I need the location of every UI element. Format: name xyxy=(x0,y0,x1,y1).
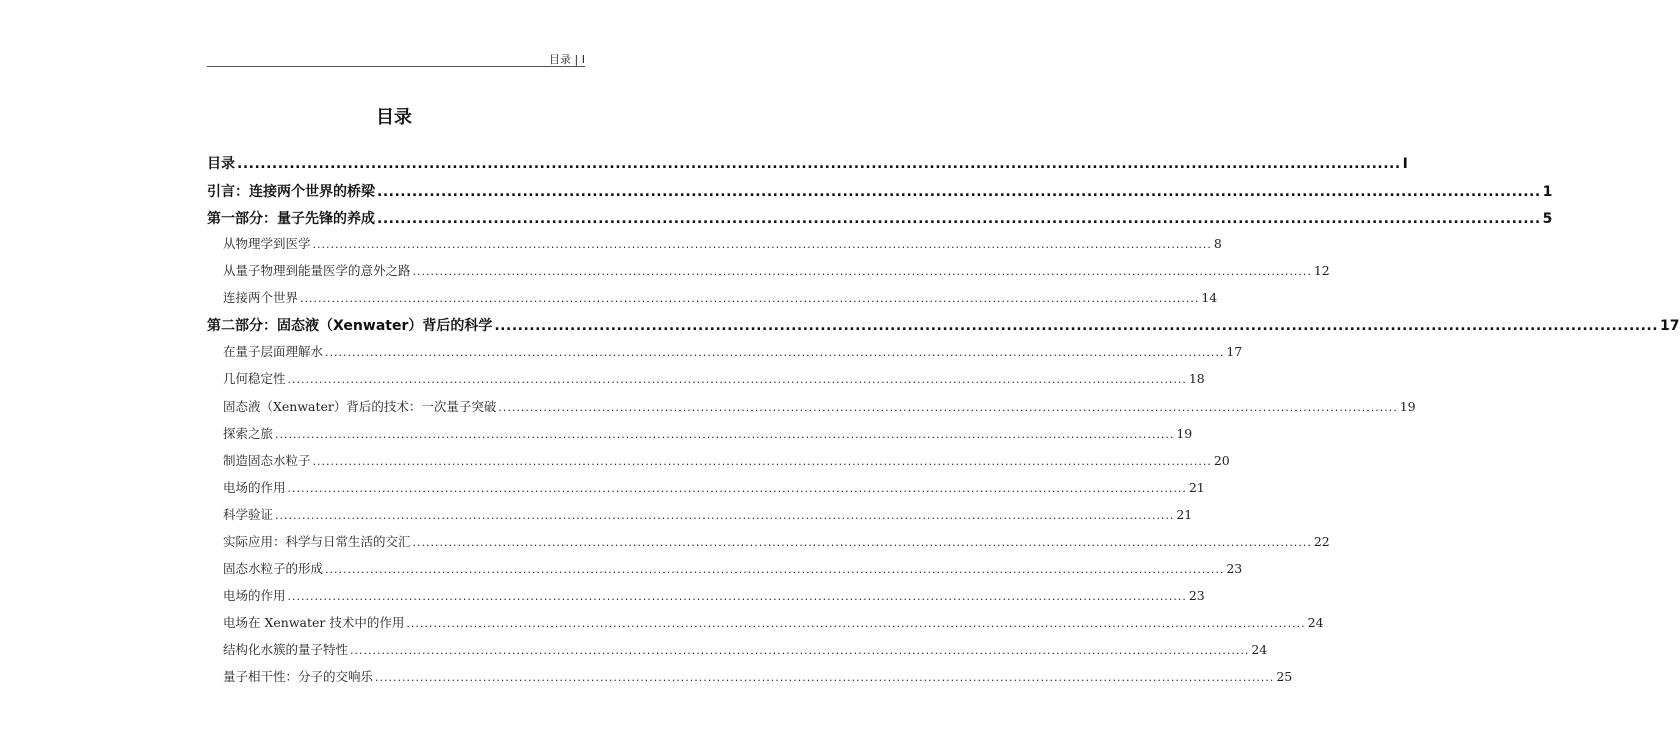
toc-entry-label: 固态液（Xenwater）背后的技术：一次量子突破 xyxy=(223,399,497,414)
toc-entry[interactable] xyxy=(223,288,1218,306)
toc-leader-dots: ........................................................................................................................................................................................................ xyxy=(275,428,1175,441)
toc-leader-dots: ........................................................................................................................................................................................................ xyxy=(287,590,1187,603)
toc-leader-dots: ........................................................................................................................................................................................................ xyxy=(350,644,1250,657)
toc-entry-label: 目录 xyxy=(207,156,235,172)
toc-entry[interactable] xyxy=(207,315,1680,335)
toc-leader-dots: ........................................................................................................................................................................................................ xyxy=(377,184,1541,200)
toc-leader-dots: ........................................................................................................................................................................................................ xyxy=(375,671,1275,684)
toc-entry-page: 17 xyxy=(1660,318,1680,334)
toc-entry[interactable] xyxy=(207,208,1553,228)
toc-leader-dots: ........................................................................................................................................................................................................ xyxy=(325,563,1225,576)
toc-entry-page: 21 xyxy=(1176,507,1193,522)
toc-entry[interactable] xyxy=(223,586,1205,604)
toc-entry-label: 科学验证 xyxy=(223,507,274,522)
toc-entry-page: 24 xyxy=(1307,615,1324,630)
toc-entry-label: 电场在 Xenwater 技术中的作用 xyxy=(223,615,405,630)
toc-entry[interactable] xyxy=(223,667,1293,685)
toc-entry-page: 25 xyxy=(1276,669,1293,684)
toc-leader-dots: ........................................................................................................................................................................................................ xyxy=(287,373,1187,386)
toc-entry-label: 几何稳定性 xyxy=(223,371,286,386)
toc-entry-label: 从物理学到医学 xyxy=(223,236,311,251)
toc-entry[interactable] xyxy=(223,261,1330,279)
toc-entry-page: 24 xyxy=(1251,642,1268,657)
toc-leader-dots: ........................................................................................................................................................................................................ xyxy=(377,211,1541,227)
toc-entry-page: I xyxy=(1402,156,1408,172)
toc-entry[interactable] xyxy=(223,424,1193,442)
toc-entry[interactable] xyxy=(223,559,1243,577)
toc-entry-page: 19 xyxy=(1399,399,1416,414)
toc-entry-label: 第二部分：固态液（Xenwater）背后的科学 xyxy=(207,318,493,334)
toc-entry-label: 制造固态水粒子 xyxy=(223,453,311,468)
toc-leader-dots: ........................................................................................................................................................................................................ xyxy=(412,265,1312,278)
toc-entry-page: 5 xyxy=(1542,211,1553,227)
toc-leader-dots: ........................................................................................................................................................................................................ xyxy=(406,617,1306,630)
toc-entry-page: 12 xyxy=(1313,263,1330,278)
header-rule xyxy=(207,66,585,67)
toc-entry-label: 从量子物理到能量医学的意外之路 xyxy=(223,263,411,278)
toc-entry-page: 18 xyxy=(1188,371,1205,386)
toc-leader-dots: ........................................................................................................................................................................................................ xyxy=(412,536,1312,549)
toc-entry-page: 17 xyxy=(1226,344,1243,359)
toc-leader-dots: ........................................................................................................................................................................................................ xyxy=(325,346,1225,359)
toc-entry-page: 23 xyxy=(1226,561,1243,576)
toc-entry[interactable] xyxy=(223,451,1230,469)
toc-entry-label: 电场的作用 xyxy=(223,480,286,495)
toc-entry-page: 19 xyxy=(1176,426,1193,441)
toc-entry-label: 第一部分：量子先锋的养成 xyxy=(207,211,375,227)
toc-leader-dots: ........................................................................................................................................................................................................ xyxy=(312,238,1212,251)
toc-entry[interactable] xyxy=(223,478,1205,496)
toc-entry-page: 22 xyxy=(1313,534,1330,549)
toc-entry[interactable] xyxy=(207,153,1408,173)
toc-entry-label: 连接两个世界 xyxy=(223,290,299,305)
toc-entry-page: 21 xyxy=(1188,480,1205,495)
toc-entry-label: 探索之旅 xyxy=(223,426,274,441)
toc-entry-page: 20 xyxy=(1213,453,1230,468)
toc-entry-page: 1 xyxy=(1542,184,1553,200)
toc-leader-dots: ........................................................................................................................................................................................................ xyxy=(237,156,1401,172)
toc-entry-page: 23 xyxy=(1188,588,1205,603)
toc-leader-dots: ........................................................................................................................................................................................................ xyxy=(287,482,1187,495)
toc-leader-dots: ........................................................................................................................................................................................................ xyxy=(498,401,1398,414)
toc-entry-label: 在量子层面理解水 xyxy=(223,344,324,359)
toc-entry[interactable] xyxy=(223,505,1193,523)
toc-entry[interactable] xyxy=(223,234,1222,252)
toc-entry-label: 结构化水簇的量子特性 xyxy=(223,642,349,657)
toc-entry-label: 量子相干性：分子的交响乐 xyxy=(223,669,374,684)
toc-entry[interactable] xyxy=(207,181,1553,201)
toc-entry[interactable] xyxy=(223,613,1324,631)
toc-entry[interactable] xyxy=(223,532,1330,550)
toc-entry-label: 引言：连接两个世界的桥梁 xyxy=(207,184,375,200)
toc-leader-dots: ........................................................................................................................................................................................................ xyxy=(312,455,1212,468)
toc-entry-label: 电场的作用 xyxy=(223,588,286,603)
toc-entry[interactable] xyxy=(223,342,1243,360)
toc-entry-label: 实际应用：科学与日常生活的交汇 xyxy=(223,534,411,549)
toc-leader-dots: ........................................................................................................................................................................................................ xyxy=(300,292,1200,305)
toc-leader-dots: ........................................................................................................................................................................................................ xyxy=(275,509,1175,522)
toc-entry[interactable] xyxy=(223,369,1205,387)
toc-entry-page: 8 xyxy=(1213,236,1222,251)
toc-entry[interactable] xyxy=(223,397,1416,415)
toc-leader-dots: ........................................................................................................................................................................................................ xyxy=(494,318,1659,334)
toc-entry[interactable] xyxy=(223,640,1268,658)
running-header: 目录 | I xyxy=(549,53,585,66)
toc-entry-label: 固态水粒子的形成 xyxy=(223,561,324,576)
toc-entry-page: 14 xyxy=(1201,290,1218,305)
toc-title: 目录 xyxy=(376,107,412,128)
